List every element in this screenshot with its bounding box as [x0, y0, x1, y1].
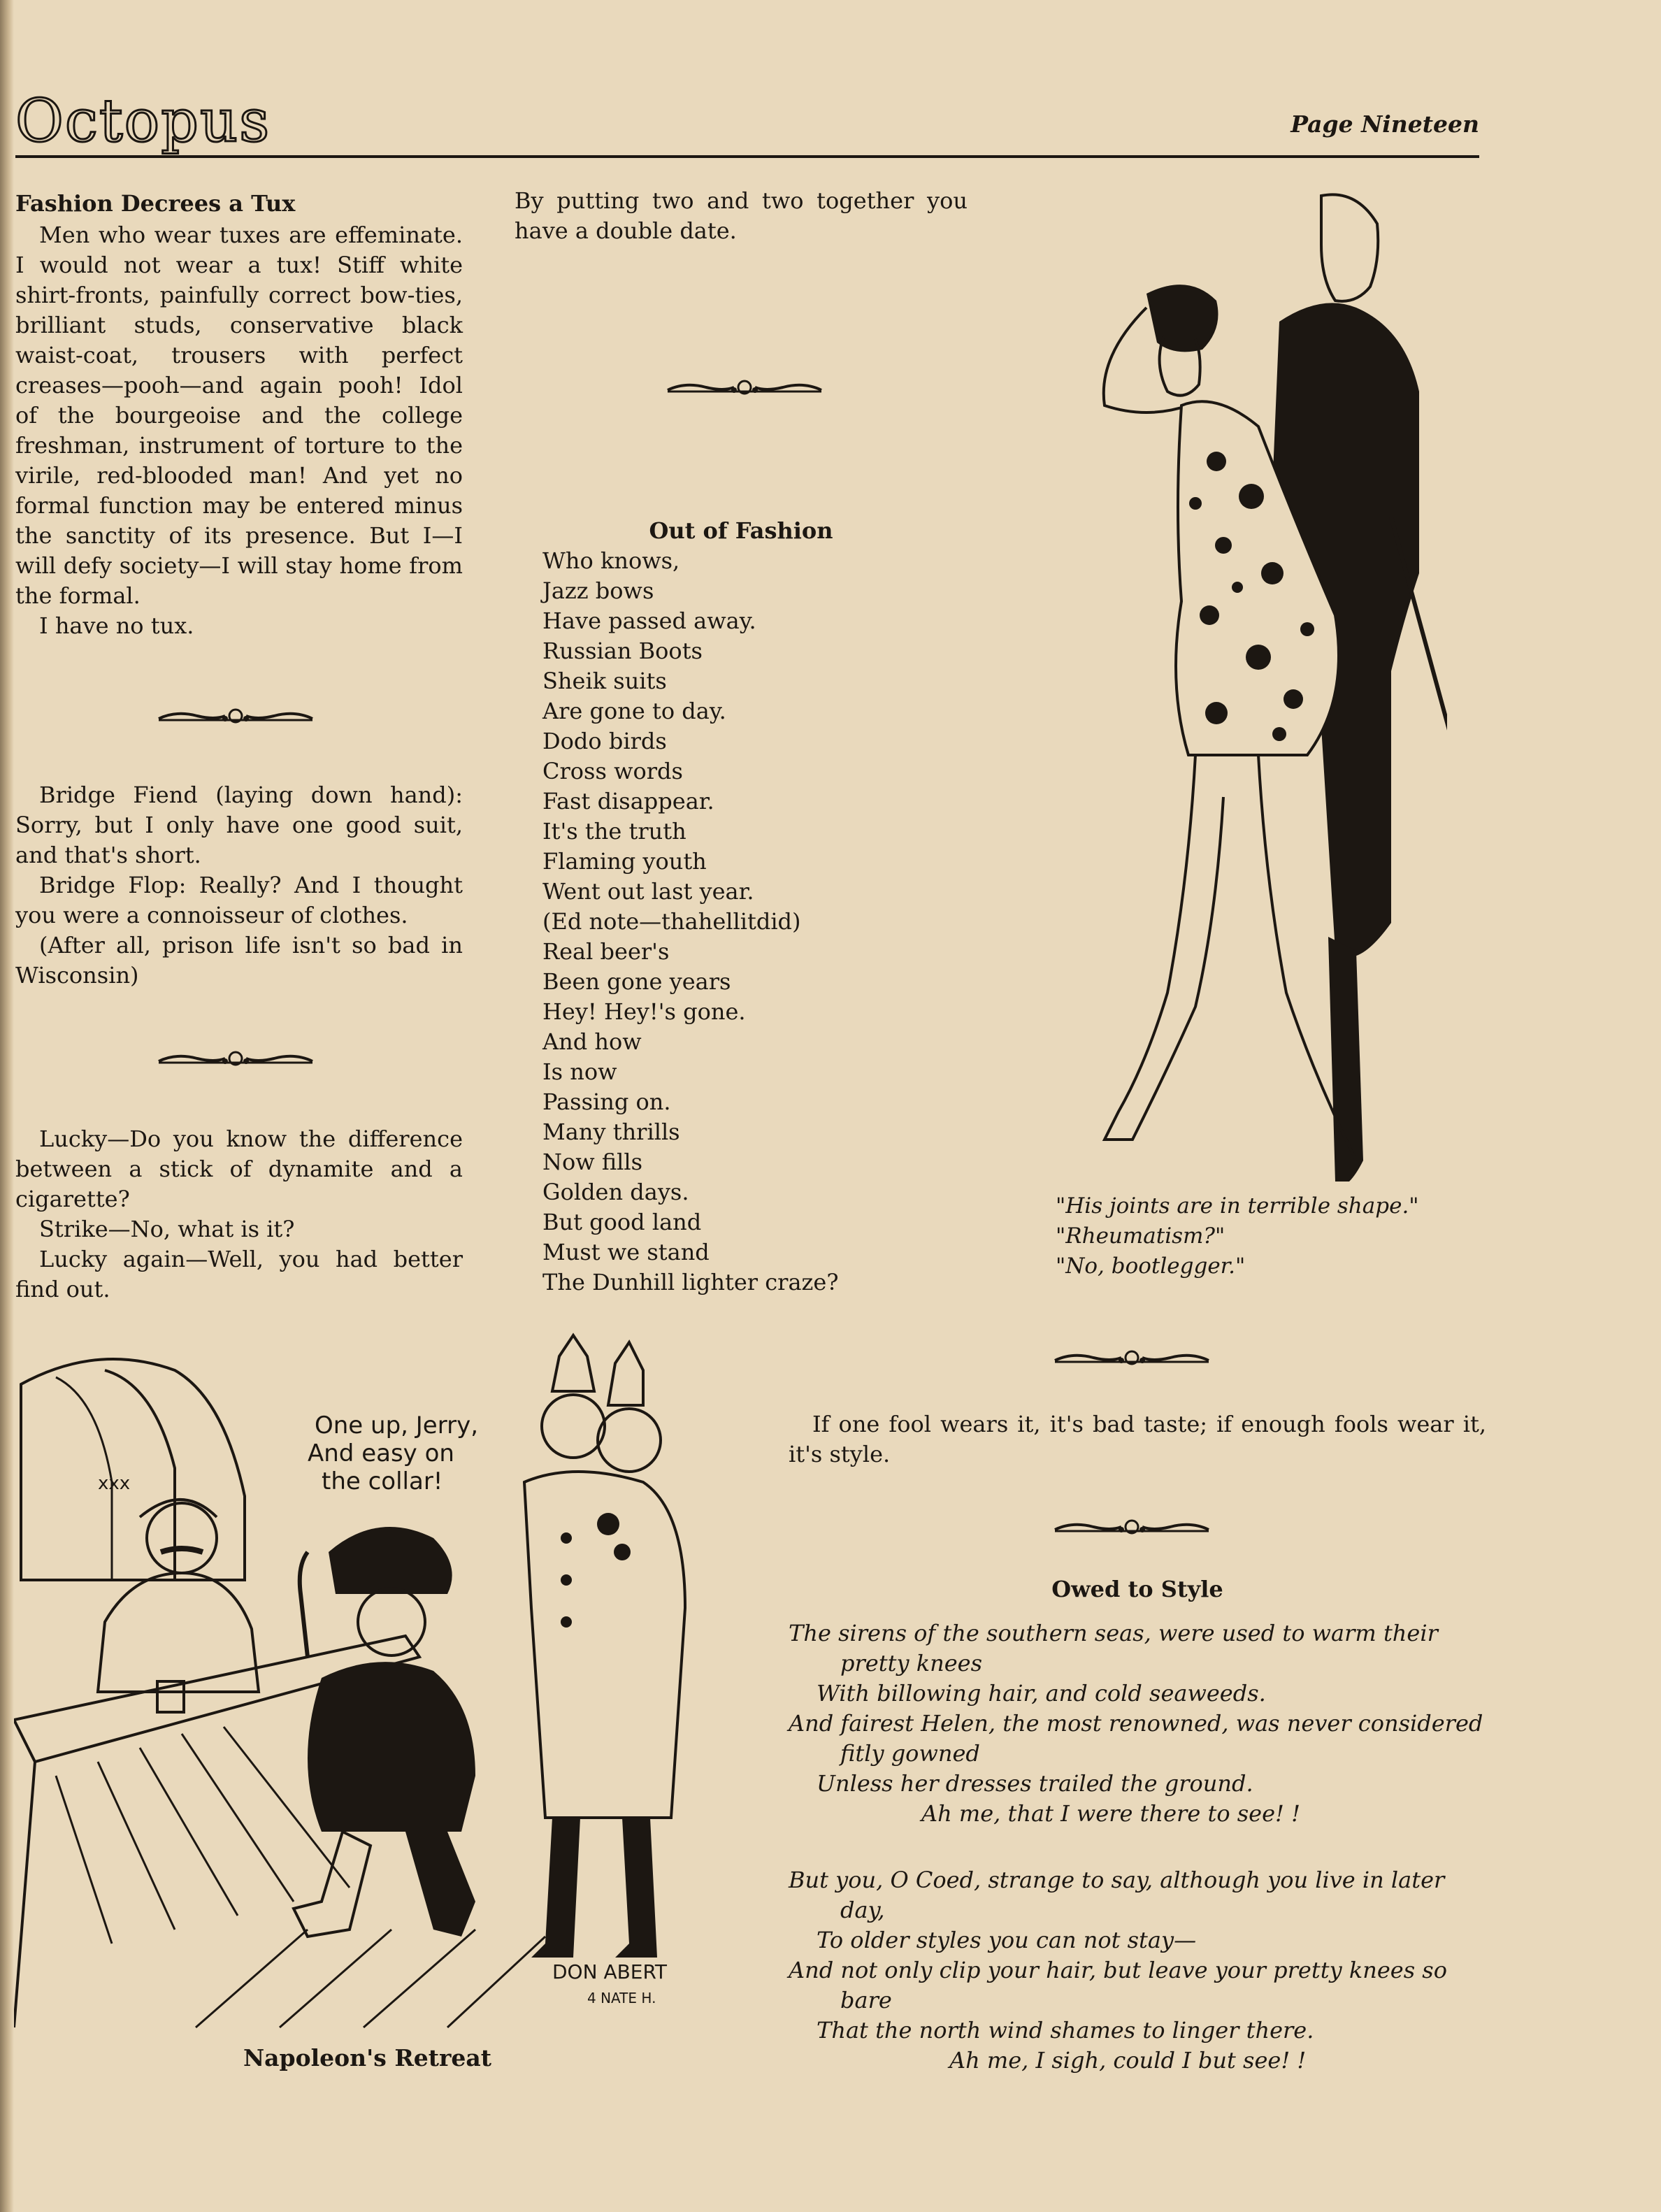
- poem-title: Owed to Style: [1051, 1576, 1223, 1602]
- artist-signature: DON ABERT: [552, 1960, 668, 1983]
- poem-line: And not only clip your hair, but leave your pretty knees so bare: [789, 1957, 1447, 2013]
- paragraph: Bridge Flop: Really? And I thought you were a connoisseur of clothes.: [15, 872, 463, 928]
- ornament-divider: [155, 706, 316, 727]
- paragraph: I have no tux.: [39, 612, 194, 639]
- cartoon-caption: Napoleon's Retreat: [243, 2044, 492, 2071]
- poem-line: Who knows,: [542, 547, 680, 574]
- page-header: [15, 82, 1479, 159]
- paragraph: Lucky again—Well, you had better find out.: [15, 1246, 463, 1302]
- ornament-divider: [1051, 1517, 1212, 1538]
- joke-bridge: [15, 780, 463, 991]
- poem-line: It's the truth: [542, 818, 686, 845]
- paragraph: Bridge Fiend (laying down hand): Sorry, but I only have one good suit, and that's short.: [15, 782, 463, 868]
- artist-signature: 4 NATE H.: [587, 1990, 656, 2006]
- poem-line: Hey! Hey!'s gone.: [542, 998, 746, 1025]
- paragraph: If one fool wears it, it's bad taste; if enough fools wear it, it's style.: [789, 1411, 1486, 1467]
- poem-line: Fast disappear.: [542, 788, 714, 814]
- caption-line: "His joints are in terrible shape.": [1056, 1193, 1419, 1219]
- poem-line: Sheik suits: [542, 668, 667, 694]
- poem-line: Golden days.: [542, 1179, 689, 1205]
- caption-line: "No, bootlegger.": [1056, 1254, 1246, 1279]
- poem-line: Many thrills: [542, 1119, 680, 1145]
- poem-line: Ah me, I sigh, could I but see! !: [949, 2047, 1307, 2074]
- cartoon-napoleon: [14, 1328, 741, 2041]
- poem-line: Must we stand: [542, 1239, 710, 1265]
- masthead: Octopus: [15, 87, 271, 155]
- poem-line: Been gone years: [542, 968, 731, 995]
- page-number: Page Nineteen: [1290, 110, 1479, 138]
- poem-line: Russian Boots: [542, 638, 703, 664]
- paragraph: By putting two and two together you have a double date.: [515, 187, 968, 244]
- poem-line: Flaming youth: [542, 848, 707, 875]
- joke-double-date: [515, 186, 968, 246]
- paragraph: Lucky—Do you know the difference between a stick of dynamite and a cigarette?: [15, 1126, 463, 1212]
- article-title: Fashion Decrees a Tux: [15, 190, 296, 217]
- poem-line: Dodo birds: [542, 728, 667, 754]
- speech-line: One up, Jerry,: [315, 1412, 479, 1439]
- poem-title: Out of Fashion: [649, 517, 833, 544]
- header-rule: [15, 155, 1479, 158]
- poem-line: The Dunhill lighter craze?: [542, 1269, 839, 1295]
- quip-style: [789, 1409, 1486, 1470]
- poem-owed-to-style: [789, 1574, 1486, 2076]
- ornament-divider: [155, 1049, 316, 1070]
- poem-line: Went out last year.: [542, 878, 754, 905]
- poem-line: Passing on.: [542, 1089, 671, 1115]
- ornament-divider: [664, 378, 825, 398]
- cask-mark: xxx: [98, 1473, 131, 1494]
- poem-out-of-fashion: [515, 516, 968, 1298]
- speech-line: the collar!: [322, 1467, 443, 1495]
- poem-line: Are gone to day.: [542, 698, 726, 724]
- poem-line: But good land: [542, 1209, 702, 1235]
- poem-line: Cross words: [542, 758, 683, 784]
- paragraph: Strike—No, what is it?: [39, 1216, 295, 1242]
- poem-line: Ah me, that I were there to see! !: [921, 1800, 1300, 1827]
- poem-line: Have passed away.: [542, 608, 756, 634]
- speech-line: And easy on: [308, 1439, 454, 1467]
- poem-line: The sirens of the southern seas, were used to warm their pretty knees: [789, 1620, 1438, 1676]
- poem-line: And fairest Helen, the most renowned, was never considered fitly gowned: [789, 1710, 1483, 1767]
- poem-line: And how: [542, 1028, 642, 1055]
- joke-lucky: [15, 1124, 463, 1305]
- illustration-caption: [1056, 1191, 1503, 1281]
- poem-line: Now fills: [542, 1149, 643, 1175]
- poem-line: Is now: [542, 1058, 617, 1085]
- poem-line: That the north wind shames to linger there.: [817, 2017, 1314, 2044]
- paragraph: (After all, prison life isn't so bad in Wisconsin): [15, 932, 463, 989]
- caption-line: "Rheumatism?": [1056, 1223, 1225, 1249]
- poem-lines: [515, 546, 968, 1298]
- poem-line: Real beer's: [542, 938, 670, 965]
- article-fashion-tux: [15, 189, 463, 641]
- poem-line: Unless her dresses trailed the ground.: [817, 1770, 1253, 1797]
- poem-line: To older styles you can not stay—: [817, 1927, 1197, 1953]
- poem-line: (Ed note—thahellitdid): [542, 908, 801, 935]
- illustration-dancing-couple: [1028, 182, 1447, 1188]
- ornament-divider: [1051, 1348, 1212, 1369]
- binding-shadow: [0, 0, 14, 2212]
- poem-line: Jazz bows: [542, 577, 654, 604]
- paragraph: Men who wear tuxes are effeminate. I would not wear a tux! Stiff white shirt-fronts, painfully correct bow-ties, brilliant studs, conservative black waist-coat, trousers with perfect creases—pooh—and again pooh! Idol of the bourgeoise and the college freshman, instrument of torture to the virile, red-blooded man! And yet no formal function may be entered minus the sanctity of its presence. But I—I will defy society—I will stay home from the formal.: [15, 222, 463, 609]
- poem-line: With billowing hair, and cold seaweeds.: [817, 1680, 1266, 1707]
- poem-line: But you, O Coed, strange to say, although you live in later day,: [789, 1867, 1445, 1923]
